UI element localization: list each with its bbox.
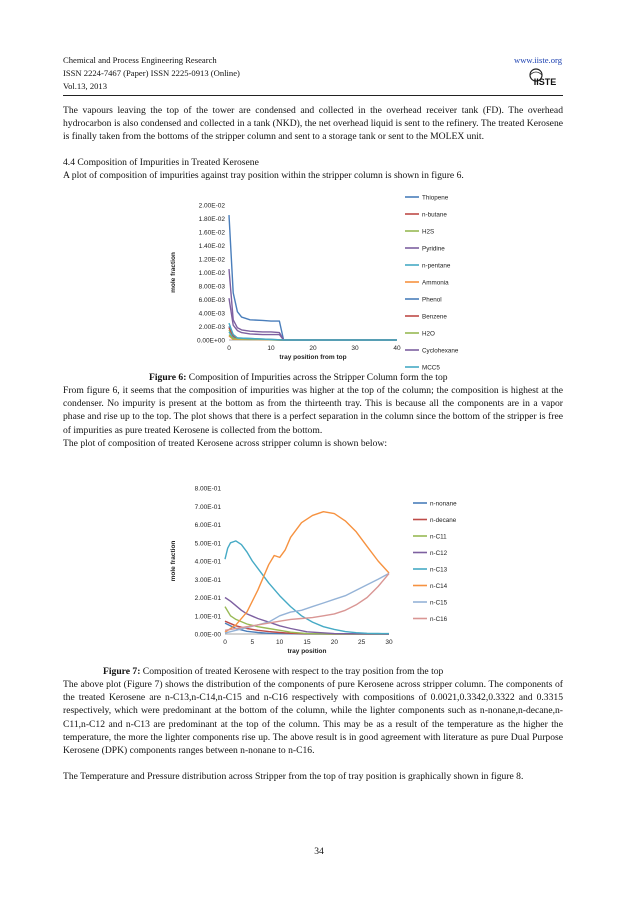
figure-6-caption-text: Composition of Impurities across the Stripper Column form the top [186, 372, 448, 383]
legend-label: n-nonane [430, 500, 457, 508]
paragraph-2: A plot of composition of impurities against tray position within the stripper column is shown in figure 6. [63, 170, 464, 181]
journal-url[interactable]: www.iiste.org [514, 55, 562, 65]
x-tick-label: 30 [351, 345, 359, 352]
x-axis-label: tray position from top [279, 354, 347, 361]
y-tick-label: 6.00E-03 [198, 297, 225, 304]
header-rule [63, 95, 563, 96]
figure-6-label: Figure 6: [149, 372, 187, 383]
legend-label: n-C14 [430, 582, 448, 590]
y-tick-label: 8.00E-01 [194, 485, 221, 493]
x-axis-label: tray position [287, 648, 327, 655]
y-tick-label: 1.00E-01 [194, 613, 221, 621]
paragraph-6: The Temperature and Pressure distribution across Stripper from the top of tray position is graphically shown in figure 8. [63, 771, 524, 782]
y-tick-label: 1.80E-02 [198, 216, 225, 223]
figure-6-caption [149, 372, 448, 384]
series-line [229, 298, 397, 340]
y-tick-label: 7.00E-01 [194, 503, 221, 511]
y-axis-label: mole fraction [170, 540, 177, 582]
y-tick-label: 6.00E-01 [194, 522, 221, 529]
x-tick-label: 25 [358, 639, 366, 646]
journal-volume: Vol.13, 2013 [63, 81, 108, 91]
y-tick-label: 1.20E-02 [198, 256, 225, 264]
x-tick-label: 20 [309, 345, 317, 352]
paragraph-4: The plot of composition of treated Kerosene across stripper column is shown below: [63, 438, 387, 449]
legend-label: n-C11 [430, 533, 447, 541]
figure-7-label: Figure 7: [103, 666, 141, 677]
legend-label: n-butane [422, 211, 447, 219]
paragraph-3: From figure 6, it seems that the composition of impurities was higher at the top of the column; the composition is highest at the condenser. No impurity is present at the bottom as from the thirteenth tray. This is because all the components are in a vapor phase and rise up to the top. The plot shows that there is a perfect separation in the column since the bottom of the stripper is free of impurities as pure treated Kerosene is collected from the bottom. [63, 385, 563, 436]
x-tick-label: 10 [276, 639, 284, 646]
legend-label: Thiopene [422, 194, 449, 202]
series-line [225, 541, 389, 634]
x-tick-label: 0 [227, 345, 231, 352]
legend-label: n-C16 [430, 615, 448, 623]
legend-label: Benzene [422, 313, 447, 321]
y-tick-label: 0.00E-00 [194, 631, 221, 639]
paragraph-1: The vapours leaving the top of the tower are condensed and collected in the overhead receiver tank (FD). The overhead hydrocarbon is also condensed and collected in a tank (NKD), the net overhead liquid is sent to the refinery. The treated Kerosene is finally taken from the bottoms of the stripper column and sent to a storage tank or sent to the MOLEX unit. [63, 105, 563, 143]
y-tick-label: 2.00E-03 [198, 324, 225, 331]
x-tick-label: 10 [267, 345, 275, 352]
figure-7-caption-text: Composition of treated Kerosene with respect to the tray position from the top [140, 666, 444, 677]
x-tick-label: 5 [250, 639, 255, 646]
y-tick-label: 4.00E-01 [194, 558, 221, 566]
y-tick-label: 8.00E-03 [198, 283, 225, 291]
paragraph-5: The above plot (Figure 7) shows the distribution of the components of pure Kerosene across stripper column. The components of the treated Kerosene are n-C13,n-C14,n-C15 and n-C16 respectively with compositions of 0.0021,0.3342,0.3322 and 0.3315 respectively, which were predominant at the bottom of the column, while the lighter components such as n-nonane,n-decane,n-C11,n-C12 and n-C13 are predominant at the top of the column. This may be as a result of the temperature as the higher the temperature, the more the lighter components rise up. The above result is in good agreement with literature as pure Dual Purpose Kerosene (DPK) components ranges between n-nonane to n-C16. [63, 679, 563, 757]
y-tick-label: 0.00E+00 [196, 337, 225, 345]
figure-7-caption [103, 666, 443, 678]
legend-label: n-C13 [430, 566, 448, 574]
y-tick-label: 5.00E-01 [194, 540, 221, 548]
legend-label: H2S [422, 228, 435, 236]
figure-7-svg [163, 478, 469, 665]
series-line [229, 327, 397, 341]
y-tick-label: 1.00E-02 [198, 270, 225, 277]
y-tick-label: 3.00E-01 [194, 576, 221, 584]
x-tick-label: 30 [385, 639, 393, 646]
x-tick-label: 40 [393, 345, 401, 352]
x-tick-label: 15 [303, 639, 311, 646]
y-tick-label: 4.00E-03 [198, 310, 225, 318]
legend-label: n-C12 [430, 549, 448, 557]
section-heading: 4.4 Composition of Impurities in Treated Kerosene [63, 157, 259, 168]
legend-label: n-C15 [430, 599, 448, 607]
series-line [229, 215, 397, 340]
series-line [229, 327, 397, 341]
journal-issn: ISSN 2224-7467 (Paper) ISSN 2225-0913 (Online) [63, 68, 240, 78]
legend-label: MCC5 [422, 364, 440, 370]
legend-label: H2O [422, 330, 435, 338]
y-tick-label: 1.60E-02 [198, 229, 225, 237]
figure-6-svg [163, 185, 469, 370]
logo-text: IISTE [533, 77, 557, 87]
series-line [225, 574, 389, 631]
series-line [229, 269, 397, 340]
page-number: 34 [314, 846, 324, 857]
figure-7-chart [163, 478, 469, 665]
legend-label: n-pentane [422, 262, 451, 270]
legend-label: Pyridine [422, 245, 445, 253]
y-tick-label: 2.00E-01 [194, 595, 221, 602]
iiste-logo [528, 66, 562, 88]
y-tick-label: 2.00E-02 [198, 202, 225, 210]
series-line [225, 607, 389, 634]
journal-title: Chemical and Process Engineering Research [63, 55, 217, 65]
y-tick-label: 1.40E-02 [198, 243, 225, 250]
legend-label: Phenol [422, 296, 442, 304]
x-tick-label: 20 [330, 639, 338, 646]
legend-label: n-decane [430, 516, 457, 524]
legend-label: Cyclohexane [422, 347, 459, 355]
x-tick-label: 0 [223, 639, 227, 646]
legend-label: Ammonia [422, 279, 449, 287]
series-line [225, 512, 389, 633]
figure-6-chart [163, 185, 469, 370]
y-axis-label: mole fraction [170, 252, 177, 293]
